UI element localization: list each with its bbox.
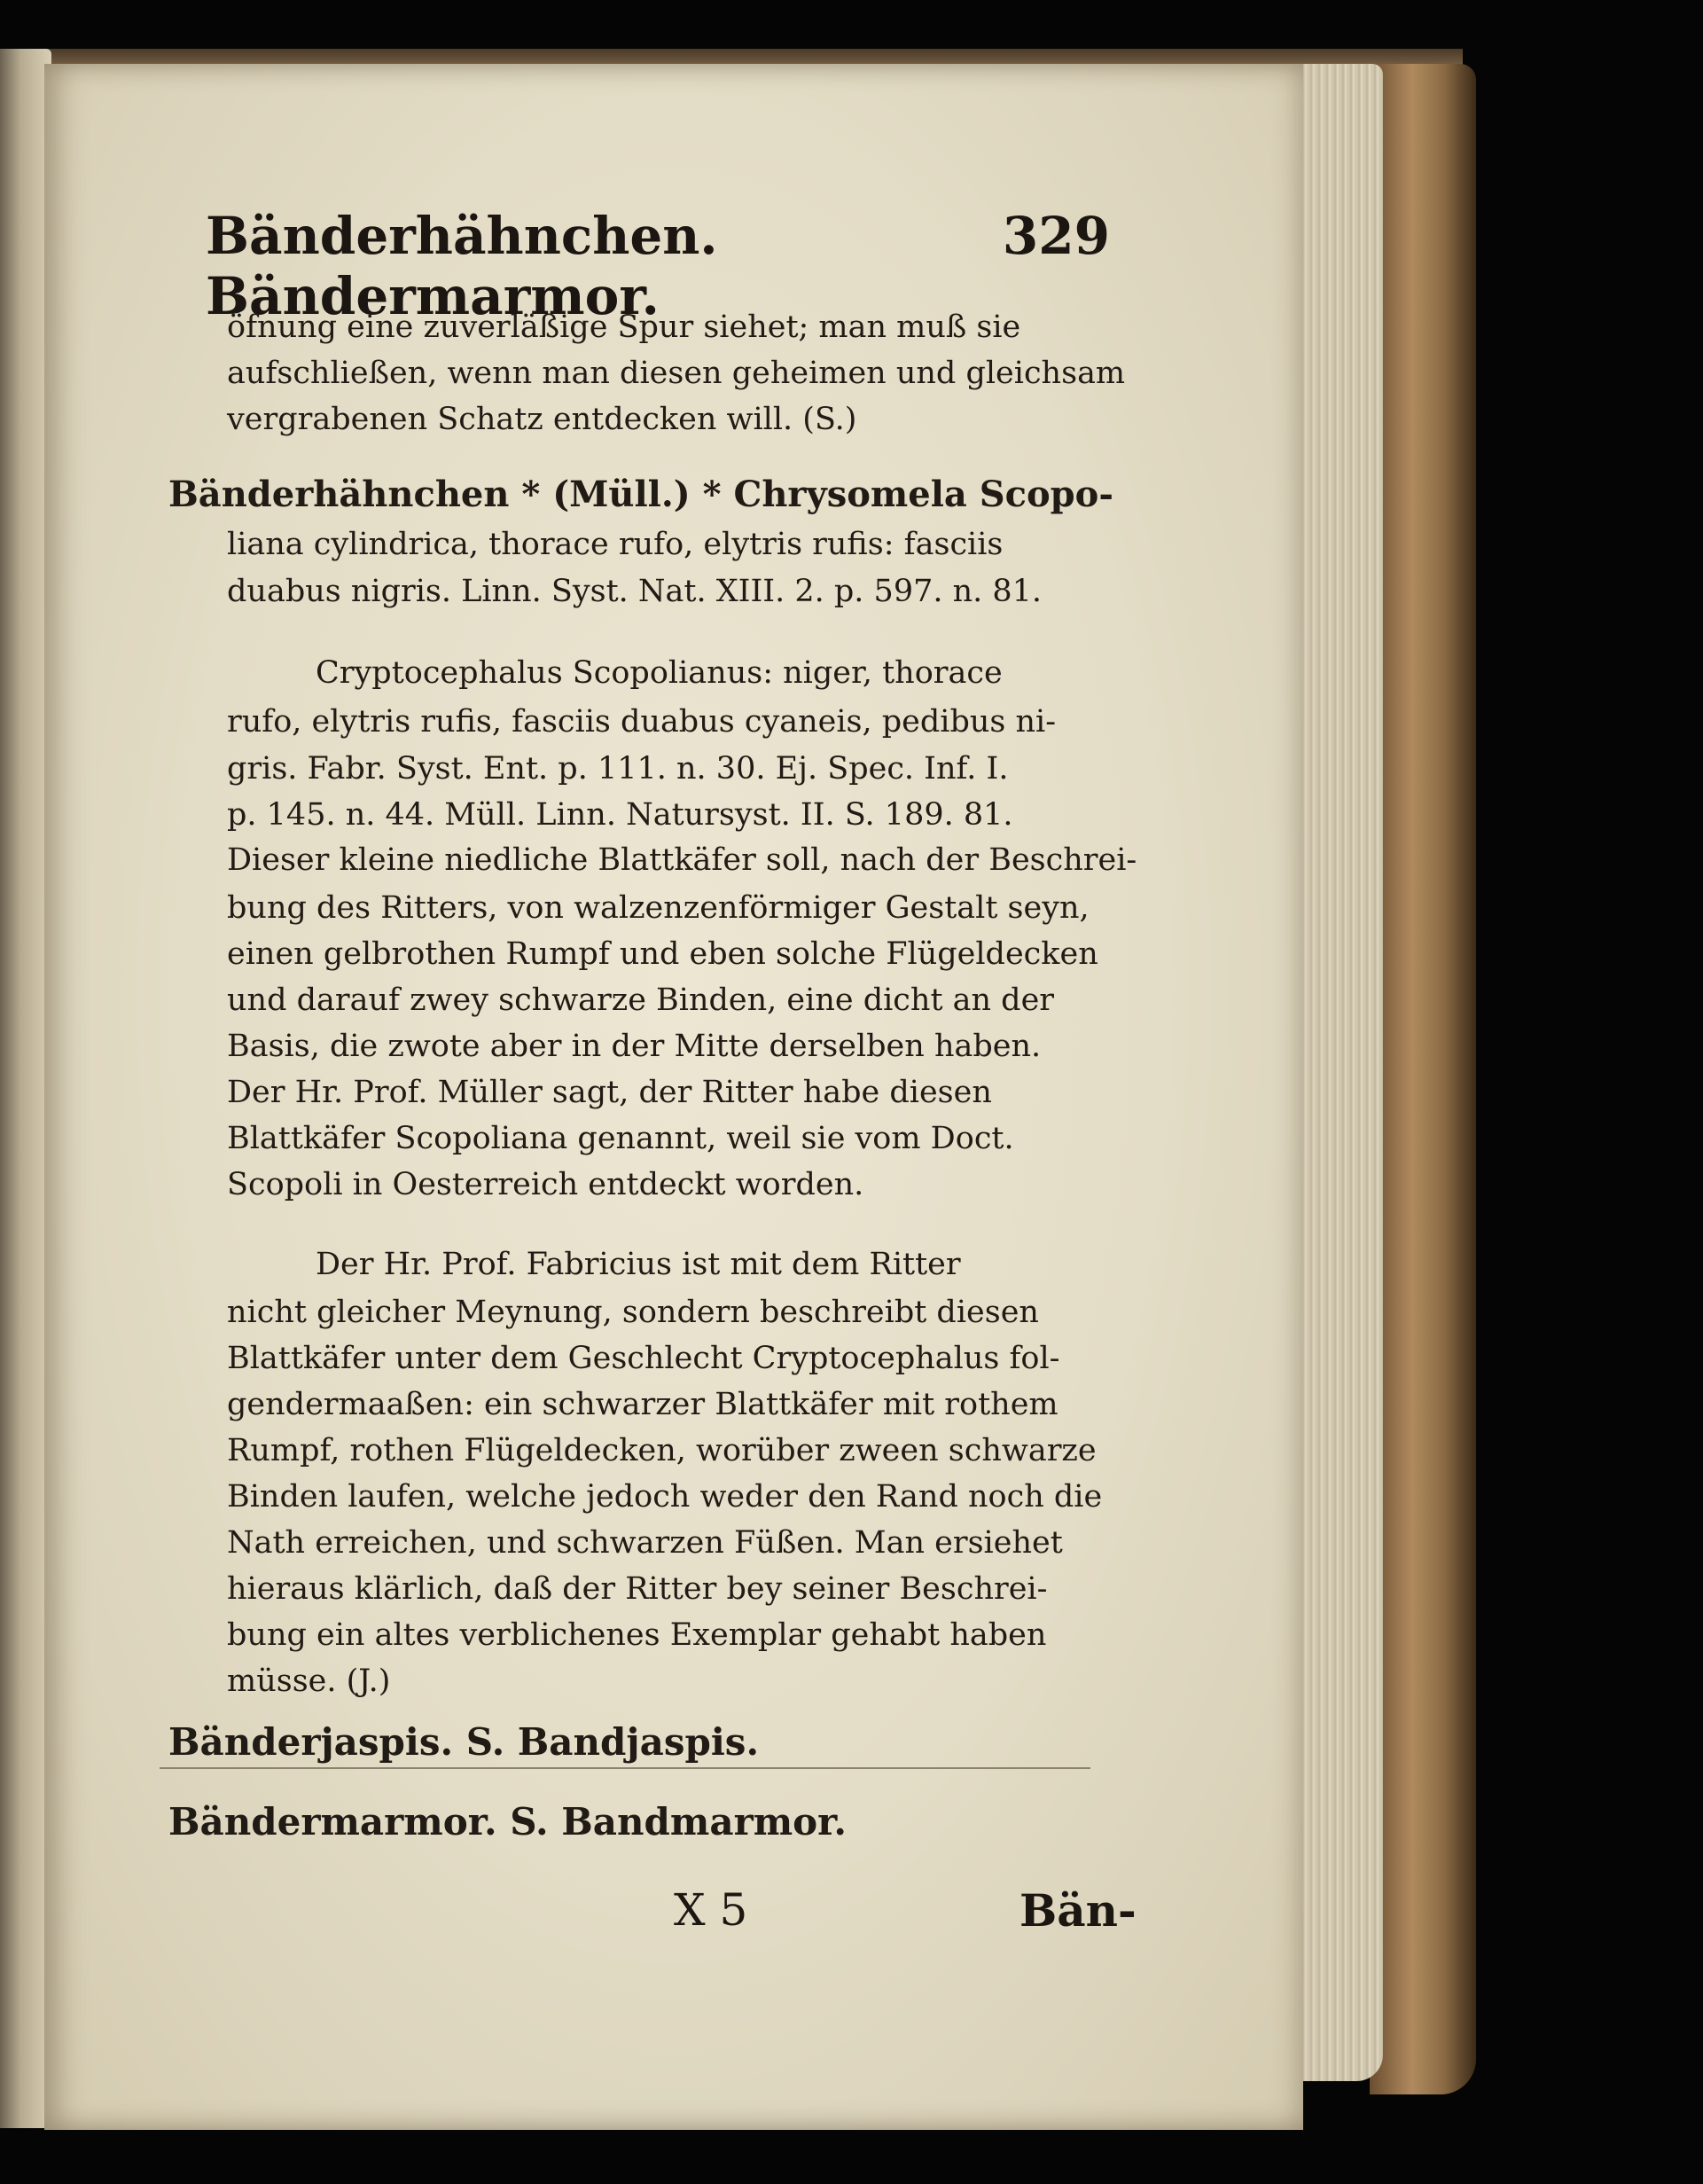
- page-number: 329: [1002, 206, 1110, 266]
- text-line: hieraus klärlich, daß der Ritter bey seiner Beschrei-: [227, 1571, 1048, 1607]
- text-line: Nath erreichen, und schwarzen Füßen. Man ersiehet: [227, 1525, 1063, 1561]
- text-line: Der Hr. Prof. Müller sagt, der Ritter habe diesen: [227, 1075, 992, 1110]
- text-line: müsse. (J.): [227, 1663, 391, 1699]
- text-line: Blattkäfer unter dem Geschlecht Cryptocephalus fol-: [227, 1341, 1060, 1376]
- catchword: Bän-: [1019, 1884, 1137, 1937]
- text-line: rufo, elytris rufis, fasciis duabus cyaneis, pedibus ni-: [227, 704, 1057, 740]
- text-line: liana cylindrica, thorace rufo, elytris rufis: fasciis: [227, 527, 1004, 562]
- text-line: und darauf zwey schwarze Binden, eine dicht an der: [227, 982, 1055, 1018]
- text-line: p. 145. n. 44. Müll. Linn. Natursyst. II. S. 189. 81.: [227, 797, 1013, 833]
- text-line: öfnung eine zuverläßige Spur siehet; man muß sie: [227, 309, 1021, 345]
- text-line: bung ein altes verblichenes Exemplar gehabt haben: [227, 1617, 1047, 1653]
- text-line: Dieser kleine niedliche Blattkäfer soll, nach der Beschrei-: [227, 842, 1137, 878]
- text-line: Scopoli in Oesterreich entdeckt worden.: [227, 1167, 864, 1202]
- divider-rule: [160, 1767, 1090, 1769]
- running-title: Bänderhähnchen. Bändermarmor.: [206, 206, 718, 326]
- text-line: Cryptocephalus Scopolianus: niger, thorace: [316, 655, 1003, 691]
- text-line: Blattkäfer Scopoliana genannt, weil sie vom Doct.: [227, 1121, 1014, 1156]
- text-line: Basis, die zwote aber in der Mitte derselben haben.: [227, 1029, 1042, 1064]
- entry-heading: Bänderjaspis. S. Bandjaspis.: [168, 1720, 760, 1764]
- text-line: nicht gleicher Meynung, sondern beschreibt diesen: [227, 1295, 1039, 1330]
- text-line: Rumpf, rothen Flügeldecken, worüber zween schwarze: [227, 1433, 1097, 1468]
- text-line: duabus nigris. Linn. Syst. Nat. XIII. 2. p. 597. n. 81.: [227, 574, 1043, 609]
- book-cover-right: [1370, 64, 1476, 2094]
- text-line: bung des Ritters, von walzenzenförmiger Gestalt seyn,: [227, 890, 1090, 926]
- text-line: vergrabenen Schatz entdecken will. (S.): [227, 402, 857, 437]
- running-header: [206, 206, 1110, 326]
- text-line: Binden laufen, welche jedoch weder den Rand noch die: [227, 1479, 1103, 1515]
- text-line: gendermaaßen: ein schwarzer Blattkäfer mit rothem: [227, 1387, 1059, 1422]
- text-line: einen gelbrothen Rumpf und eben solche Flügeldecken: [227, 936, 1098, 972]
- text-line: gris. Fabr. Syst. Ent. p. 111. n. 30. Ej. Spec. Inf. I.: [227, 751, 1009, 787]
- entry-heading: Bändermarmor. S. Bandmarmor.: [168, 1800, 848, 1843]
- entry-heading: Bänderhähnchen * (Müll.) * Chrysomela Scopo-: [168, 474, 1113, 515]
- text-line: Der Hr. Prof. Fabricius ist mit dem Ritter: [316, 1247, 961, 1282]
- signature-mark: X 5: [674, 1884, 748, 1936]
- text-line: aufschließen, wenn man diesen geheimen und gleichsam: [227, 356, 1126, 391]
